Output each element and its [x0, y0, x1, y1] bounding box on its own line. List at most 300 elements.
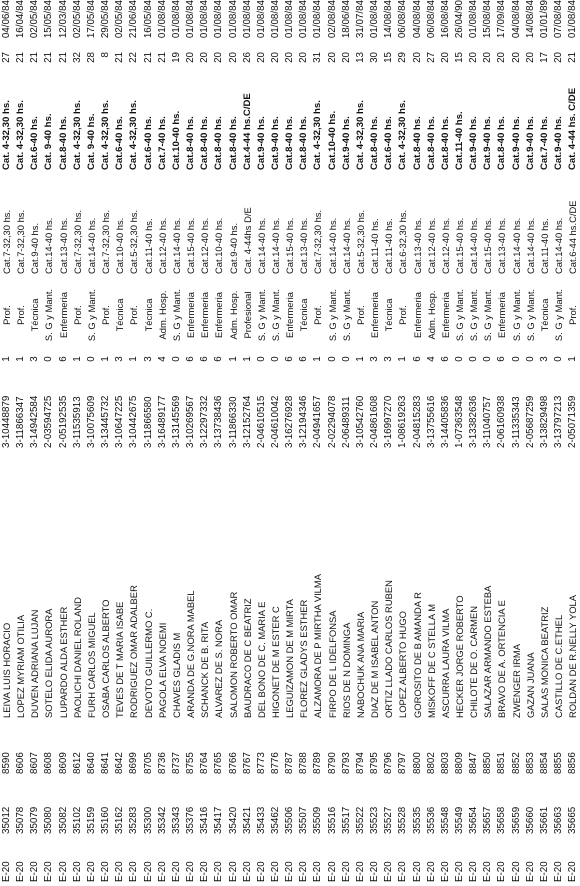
document-number: 2-04815283 [411, 395, 423, 448]
date: 01/08/84 [369, 0, 381, 39]
assigned-schedule: Cat.9-40 hs. [553, 116, 565, 170]
employee-name: SOTELO ELIDA AURORA [43, 608, 55, 718]
table-row [283, 0, 297, 884]
table-row [156, 0, 170, 884]
zone-code: E-20 [43, 861, 55, 882]
current-schedule: Cat.13-40 hs. [57, 217, 69, 274]
staff-category: Enfermeria [284, 292, 296, 338]
quantity: 20 [524, 52, 536, 63]
document-number: 3-12194346 [298, 395, 310, 448]
quantity: 20 [340, 52, 352, 63]
group-code: 0 [255, 356, 267, 362]
record-number: 35300 [142, 806, 154, 834]
quantity: 20 [199, 52, 211, 63]
date: 17/05/84 [85, 0, 97, 39]
file-number: 8790 [326, 752, 338, 774]
assigned-schedule: Cat.9-40 hs. [340, 116, 352, 170]
current-schedule: Cat.14-40 hs. [43, 217, 55, 274]
document-number: 2-06489311 [340, 396, 352, 448]
quantity: 20 [298, 52, 310, 63]
assigned-schedule: Cat. 4-32,30 hs. [397, 100, 409, 170]
zone-code: E-20 [567, 861, 579, 882]
zone-code: E-20 [454, 861, 465, 882]
document-number: 3-13445732 [100, 395, 112, 448]
file-number: 8809 [454, 752, 465, 774]
staff-category: S. G y Mant. [269, 288, 281, 342]
table-row [354, 0, 368, 884]
zone-code: E-20 [170, 861, 182, 882]
current-schedule: Cat.14-40 hs. [524, 217, 536, 274]
zone-code: E-20 [538, 861, 550, 882]
quantity: 21 [43, 52, 55, 63]
employee-name: DEL BONO DE C. MARIA E [255, 601, 267, 718]
staff-category: S. G y Mant. [482, 288, 494, 342]
table-row [566, 0, 580, 884]
record-number: 35462 [269, 806, 281, 834]
record-number: 35078 [15, 806, 27, 834]
table-row [255, 0, 269, 884]
date: 16/04/84 [15, 0, 27, 39]
file-number: 8776 [269, 752, 281, 774]
assigned-schedule: Cat.9-40 hs. [524, 116, 536, 170]
file-number: 8853 [524, 752, 536, 774]
table-row [538, 0, 552, 884]
document-number: 3-14942584 [29, 395, 41, 448]
current-schedule: Cat.11-40 hs. [142, 218, 154, 274]
staff-category: Enfermeria [185, 292, 197, 338]
table-row [552, 0, 566, 884]
quantity: 27 [1, 52, 12, 63]
staff-category: S. G y Mant. [524, 288, 536, 342]
group-code: 6 [213, 356, 225, 362]
assigned-schedule: Cat.6-40 hs. [29, 116, 41, 170]
group-code: 0 [170, 356, 182, 362]
group-code: 0 [454, 356, 465, 362]
date: 01/08/84 [468, 0, 480, 39]
assigned-schedule: Cat.8-40 hs. [185, 116, 197, 170]
zone-code: E-20 [383, 861, 395, 882]
document-number: 3-11866347 [15, 396, 27, 448]
record-number: 35548 [439, 806, 451, 834]
file-number: 8787 [284, 752, 296, 774]
document-number: 3-13797213 [553, 395, 565, 448]
zone-code: E-20 [227, 861, 239, 882]
file-number: 8736 [156, 752, 168, 774]
assigned-schedule: Cat.8-40 hs. [284, 116, 296, 170]
current-schedule: Cat.11-40 hs. [369, 218, 381, 274]
zone-code: E-20 [255, 861, 267, 882]
current-schedule: Cat.13-40 hs. [298, 217, 310, 274]
date: 06/08/84 [397, 0, 409, 39]
employee-name: SCHANCK DE B. RITA [199, 621, 211, 718]
employee-name: TEVES DE T MARIA ISABE [114, 601, 126, 718]
current-schedule: Cat.5-32,30 hs. [128, 209, 140, 274]
employee-name: DIAZ DE M ISABEL ANTON [369, 600, 381, 718]
zone-code: E-20 [241, 861, 253, 882]
quantity: 15 [454, 52, 465, 63]
record-number: 35417 [213, 806, 225, 834]
staff-category: Prof. [71, 305, 83, 325]
assigned-schedule: Cat. 4-32,30 hs. [354, 100, 366, 170]
document-number: 3-11335343 [510, 396, 522, 448]
employee-name: PAGOLA ELVA NOEMI [156, 622, 168, 718]
file-number: 8705 [142, 752, 154, 774]
current-schedule: Cat.7-32,30 hs. [71, 209, 83, 274]
date: 01/01/89 [538, 0, 550, 39]
file-number: 8852 [510, 752, 522, 774]
current-schedule: Cat.12-40 hs. [199, 217, 211, 274]
quantity: 29 [397, 52, 409, 63]
document-number: 3-13738436 [213, 395, 225, 448]
quantity: 21 [156, 52, 168, 63]
group-code: 3 [538, 356, 550, 362]
quantity: 22 [128, 52, 140, 63]
assigned-schedule: Cat.8-40 hs. [425, 116, 437, 170]
staff-category: Prof. [15, 305, 27, 325]
employee-name: LEIVA LUIS HORACIO [1, 622, 12, 718]
quantity: 20 [185, 52, 197, 63]
date: 02/08/84 [326, 0, 338, 39]
group-code: 6 [284, 356, 296, 362]
group-code: 3 [114, 356, 126, 362]
group-code: 1 [241, 356, 253, 362]
file-number: 8795 [369, 752, 381, 774]
zone-code: E-20 [213, 861, 225, 882]
assigned-schedule: Cat.6-40 hs. [142, 116, 154, 170]
table-row [99, 0, 113, 884]
assigned-schedule: Cat.7-40 hs. [538, 116, 550, 170]
employee-name: RODRIGUEZ OMAR ADALBER [128, 585, 140, 718]
assigned-schedule: Cat.8-40 hs. [369, 116, 381, 170]
staff-category: Adm. Hosp. [425, 290, 437, 340]
current-schedule: Cat.7-32,30 hs. [312, 209, 324, 274]
staff-category: Técnica [298, 298, 310, 332]
assigned-schedule: Cat.9-40 hs. [468, 116, 480, 170]
assigned-schedule: Cat. 4-32,30 hs. [312, 100, 324, 170]
assigned-schedule: Cat.9-40 hs. [255, 116, 267, 170]
group-code: 4 [425, 356, 437, 362]
record-number: 35660 [524, 806, 536, 834]
assigned-schedule: Cat.10-40 hs. [326, 110, 338, 170]
assigned-schedule: Cat.9-40 hs. [269, 116, 281, 170]
record-number: 35433 [255, 806, 267, 834]
assigned-schedule: Cat.9-40 hs. [482, 116, 494, 170]
employee-name: BAUDRACO DE C BEATRIZ [241, 598, 253, 718]
table-row [184, 0, 198, 884]
staff-category: Profesional [241, 291, 253, 339]
staff-category: Adm. Hosp. [227, 290, 239, 340]
date: 02/05/84 [71, 0, 83, 39]
zone-code: E-20 [553, 861, 565, 882]
record-number: 35527 [383, 806, 395, 834]
quantity: 21 [114, 52, 126, 63]
current-schedule: Cat.14-40 hs. [340, 217, 352, 274]
group-code: 0 [43, 356, 55, 362]
zone-code: E-20 [142, 861, 154, 882]
group-code: 1 [71, 356, 83, 362]
zone-code: E-20 [156, 861, 168, 882]
file-number: 8767 [241, 752, 253, 774]
file-number: 8800 [411, 752, 423, 774]
quantity: 8 [100, 52, 112, 58]
document-number: 3-11040757 [482, 396, 494, 448]
staff-category: S. G y Mant. [43, 288, 55, 342]
record-number: 35080 [43, 806, 55, 834]
assigned-schedule: Cat. 9-40 hs. [85, 113, 97, 170]
record-number: 35536 [425, 806, 437, 834]
file-number: 8856 [567, 752, 579, 774]
date: 31/07/84 [354, 0, 366, 39]
employee-name: LEGUIZAMON DE M MIRTA [284, 599, 296, 718]
group-code: 6 [199, 356, 211, 362]
document-number: 3-16997270 [383, 395, 395, 448]
assigned-schedule: Cat.8-40 hs. [496, 116, 508, 170]
zone-code: E-20 [85, 861, 97, 882]
record-number: 35665 [567, 806, 579, 834]
group-code: 1 [15, 356, 27, 362]
group-code: 6 [185, 356, 197, 362]
staff-category: S. G y Mant. [468, 288, 480, 342]
current-schedule: Cat.10-40 hs. [213, 217, 225, 274]
assigned-schedule: Cat.11-40 hs. [454, 111, 465, 170]
record-number: 35416 [199, 806, 211, 834]
zone-code: E-20 [269, 861, 281, 882]
table-row [0, 0, 14, 884]
group-code: 4 [156, 356, 168, 362]
employee-name: CHAVES GLADIS M [170, 632, 182, 718]
assigned-schedule: Cat. 4-32,30 hs. [128, 100, 140, 170]
current-schedule: Cat.6-44 hs.C/DE [567, 200, 579, 274]
quantity: 20 [284, 52, 296, 63]
file-number: 8609 [57, 752, 69, 774]
zone-code: E-20 [71, 861, 83, 882]
staff-category: Prof. [354, 305, 366, 325]
staff-category: Prof. [567, 305, 579, 325]
date: 01/08/84 [298, 0, 310, 39]
table-row [368, 0, 382, 884]
document-number: 2-04610042 [269, 395, 281, 448]
date: 26/04/90 [454, 0, 465, 39]
assigned-schedule: Cat.8-40 hs. [199, 116, 211, 170]
staff-category: Prof. [312, 305, 324, 325]
zone-code: E-20 [57, 861, 69, 882]
staff-category: S. G y Mant. [170, 288, 182, 342]
employee-name: LUPARDO ALDA ESTHER [57, 606, 69, 718]
date: 16/08/84 [439, 0, 451, 39]
current-schedule: Cat.14-40 hs. [255, 217, 267, 274]
record-number: 35376 [185, 806, 197, 834]
quantity: 17 [538, 52, 550, 63]
file-number: 8855 [553, 752, 565, 774]
quantity: 20 [213, 52, 225, 63]
record-number: 35523 [369, 806, 381, 834]
file-number: 8850 [482, 752, 494, 774]
table-row [142, 0, 156, 884]
zone-code: E-20 [411, 861, 423, 882]
date: 04/08/84 [411, 0, 423, 39]
current-schedule: Cat.15-40 hs. [185, 217, 197, 274]
table-row [311, 0, 325, 884]
record-number: 35654 [468, 806, 480, 834]
assigned-schedule: Cat.4-44 hs.C/DE [241, 93, 253, 170]
record-number: 35549 [454, 806, 465, 834]
group-code: 1 [567, 356, 579, 362]
document-number: 3-14405836 [439, 395, 451, 448]
file-number: 8606 [15, 752, 27, 774]
record-number: 35661 [538, 806, 550, 834]
record-number: 35516 [326, 806, 338, 834]
zone-code: E-20 [15, 861, 27, 882]
date: 01/08/84 [269, 0, 281, 39]
quantity: 27 [425, 52, 437, 63]
zone-code: E-20 [524, 861, 536, 882]
date: 01/08/84 [170, 0, 182, 39]
record-number: 35102 [71, 806, 83, 834]
document-number: 2-05071359 [567, 395, 579, 448]
quantity: 20 [468, 52, 480, 63]
table-row [212, 0, 226, 884]
zone-code: E-20 [185, 861, 197, 882]
file-number: 8766 [227, 752, 239, 774]
record-number: 35343 [170, 806, 182, 834]
assigned-schedule: Cat. 4-32,30 hs. [1, 100, 12, 170]
date: 02/05/84 [29, 0, 41, 39]
table-row [495, 0, 509, 884]
record-number: 35517 [340, 806, 352, 834]
zone-code: E-20 [114, 861, 126, 882]
quantity: 21 [57, 52, 69, 63]
employee-name: LOPEZ MYRIAM OTILIA [15, 614, 27, 718]
zone-code: E-20 [439, 861, 451, 882]
employee-name: RIOS DE N DOMINGA [340, 622, 352, 718]
quantity: 21 [29, 52, 41, 63]
file-number: 8796 [383, 752, 395, 774]
group-code: 3 [142, 356, 154, 362]
staff-category: Enfermeria [369, 292, 381, 338]
current-schedule: Cat.15-40 hs. [284, 217, 296, 274]
record-number: 35663 [553, 806, 565, 834]
group-code: 3 [383, 356, 395, 362]
record-number: 35420 [227, 806, 239, 834]
table-row [453, 0, 467, 884]
zone-code: E-20 [298, 861, 310, 882]
assigned-schedule: Cat.8-40 hs. [227, 116, 239, 170]
file-number: 8699 [128, 752, 140, 774]
group-code: 0 [269, 356, 281, 362]
document-number: 2-05687259 [524, 395, 536, 448]
assigned-schedule: Cat. 4-32,30 hs. [100, 100, 112, 170]
zone-code: E-20 [510, 861, 522, 882]
zone-code: E-20 [199, 861, 211, 882]
document-number: 3-13829498 [538, 395, 550, 448]
staff-category: S. G y Mant. [510, 288, 522, 342]
assigned-schedule: Cat. 4-32,30 hs. [15, 100, 27, 170]
file-number: 8793 [340, 752, 352, 774]
document-number: 1-07363548 [454, 395, 465, 448]
staff-category: S. G y Mant. [454, 288, 465, 342]
record-number: 35658 [496, 806, 508, 834]
zone-code: E-20 [468, 861, 480, 882]
zone-code: E-20 [1, 861, 12, 882]
quantity: 21 [567, 52, 579, 63]
document-number: 2-04861608 [369, 395, 381, 448]
table-row [382, 0, 396, 884]
table-row [439, 0, 453, 884]
zone-code: E-20 [100, 861, 112, 882]
quantity: 28 [85, 52, 97, 63]
current-schedule: Cat.12-40 hs. [439, 217, 451, 274]
group-code: 0 [326, 356, 338, 362]
assigned-schedule: Cat.8-40 hs. [411, 116, 423, 170]
current-schedule: Cat.7-32,30 hs. [15, 209, 27, 274]
table-row [28, 0, 42, 884]
zone-code: E-20 [128, 861, 140, 882]
group-code: 0 [340, 356, 352, 362]
table-row [127, 0, 141, 884]
zone-code: E-20 [312, 861, 324, 882]
zone-code: E-20 [369, 861, 381, 882]
staff-category: Prof. [128, 305, 140, 325]
employee-name: ARANDA DE G.NORA MABEL [185, 590, 197, 718]
staff-category: S. G y Mant. [326, 288, 338, 342]
document-number: 3-10442675 [128, 395, 140, 448]
employee-name: CHILOTE DE O. CARMEN [468, 606, 480, 718]
current-schedule: Cat.5-32,30 hs. [354, 209, 366, 274]
employee-name: ASCURRA LAURA VILMA [439, 608, 451, 718]
quantity: 20 [553, 52, 565, 63]
current-schedule: Cat.15-40 hs. [454, 217, 465, 274]
table-row [326, 0, 340, 884]
quantity: 20 [439, 52, 451, 63]
employee-name: SALOMON ROBERTO OMAR [227, 591, 239, 718]
employee-name: HECKER JORGE ROBERTO [454, 595, 465, 718]
table-row [524, 0, 538, 884]
date: 17/09/84 [496, 0, 508, 39]
date: 14/08/84 [524, 0, 536, 39]
assigned-schedule: Cat. 4-44 hs. C/DE [567, 87, 579, 170]
assigned-schedule: Cat.8-40 hs. [57, 116, 69, 170]
file-number: 8803 [439, 752, 451, 774]
date: 02/05/84 [114, 0, 126, 39]
record-number: 35082 [57, 806, 69, 834]
staff-category: Enfermeria [439, 292, 451, 338]
current-schedule: Cat.14-40 hs. [510, 217, 522, 274]
employee-name: ZWENGER IRMA [510, 644, 522, 718]
group-code: 1 [354, 356, 366, 362]
quantity: 20 [510, 52, 522, 63]
group-code: 0 [524, 356, 536, 362]
file-number: 8640 [85, 752, 97, 774]
file-number: 8755 [185, 752, 197, 774]
zone-code: E-20 [29, 861, 41, 882]
employee-name: GOROSITO DE B AMANDA R [411, 592, 423, 718]
group-code: 1 [128, 356, 140, 362]
current-schedule: Cat.14-40 hs. [468, 217, 480, 274]
staff-category: Enfermeria [213, 292, 225, 338]
file-number: 8851 [496, 752, 508, 774]
document-number: 3-13382636 [468, 395, 480, 448]
document-number: 3-10542760 [354, 395, 366, 448]
group-code: 6 [496, 356, 508, 362]
group-code: 1 [227, 356, 239, 362]
current-schedule: Cat.11-40 hs. [383, 218, 395, 274]
group-code: 3 [369, 356, 381, 362]
document-number: 3-11866330 [227, 396, 239, 448]
table-row [510, 0, 524, 884]
file-number: 8854 [538, 752, 550, 774]
document-number: 3-10269567 [185, 395, 197, 448]
date: 15/08/84 [482, 0, 494, 39]
